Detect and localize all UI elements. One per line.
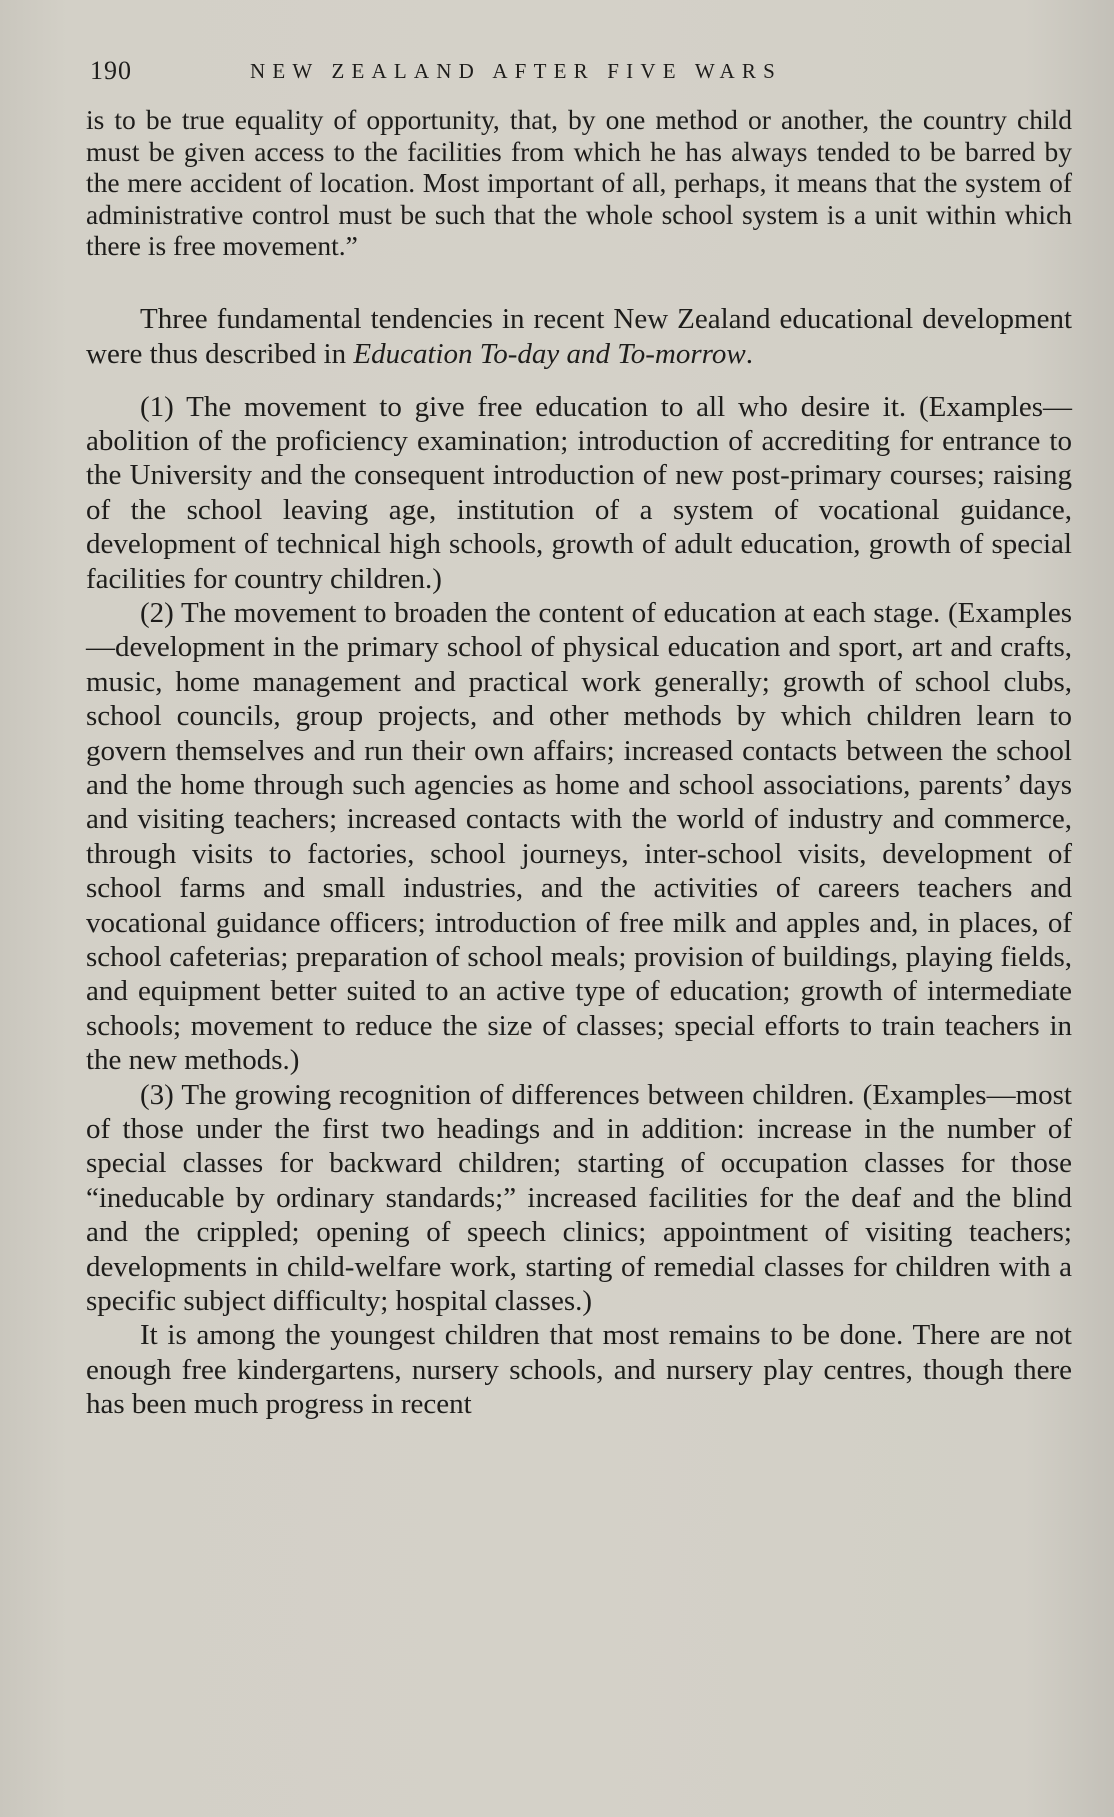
quote-continuation-paragraph: is to be true equality of opportunity, that, by one method or another, the country child must be given access to the facilities from which he has always tended to be barred by the mere accident of location. Most important of all, perhaps, it means that the system of administrative control must be such that the whole school system is a unit within which there is free movement.” bbox=[86, 104, 1072, 261]
publication-title: Education To-day and To-morrow bbox=[353, 337, 746, 370]
list-item-text: The movement to broaden the content of education at each stage. (Examples—development in the primary school of physical education and sport, art and crafts, music, home management and practical work generally; growth of school clubs, school councils, group projects, and other methods by which children learn to govern themselves and run their own affairs; increased contacts between the school and the home through such agencies as home and school associations, parents’ days and visiting teachers; increased contacts with the world of industry and commerce, through visits to factories, school journeys, inter-school visits, development of school farms and small industries, and the activities of careers teachers and vocational guidance officers; introduction of free milk and apples and, in places, of school cafeterias; preparation of school meals; provision of buildings, playing fields, and equipment better suited to an active type of education; growth of intermediate schools; movement to reduce the size of classes; special efforts to train teachers in the new methods.) bbox=[86, 596, 1072, 1077]
tendencies-list bbox=[86, 390, 1072, 1422]
running-head bbox=[90, 56, 920, 86]
list-item bbox=[86, 390, 1072, 596]
list-item bbox=[86, 596, 1072, 1078]
list-item bbox=[86, 1078, 1072, 1319]
list-item-text: The movement to give free education to all who desire it. (Examples—abolition of the proficiency examination; introduction of accrediting for entrance to the University and the consequent introduction of new post-primary courses; raising of the school leaving age, institution of a system of vocational guidance, development of technical high schools, growth of adult education, growth of special facilities for country children.) bbox=[86, 390, 1072, 595]
list-item-number: (2) bbox=[140, 596, 174, 629]
intro-text-before: Three fundamental tendencies in recent New Zealand educational development were thus described in bbox=[86, 302, 1072, 370]
closing-paragraph: It is among the youngest children that most remains to be done. There are not enough free kindergartens, nursery schools, and nursery play centres, though there has been much progress in recent bbox=[86, 1319, 1072, 1421]
intro-text-after: . bbox=[745, 337, 753, 370]
list-item-number: (1) bbox=[140, 390, 174, 423]
list-item-text: The growing recognition of differences between children. (Examples—most of those under the first two headings and in addition: increase in the number of special classes for backward children; starting of occupation classes for those “ineducable by ordinary standards;” increased facilities for the deaf and the blind and the crippled; opening of speech clinics; appointment of visiting teachers; developments in child-welfare work, starting of remedial classes for children with a specific subject difficulty; hospital classes.) bbox=[86, 1078, 1072, 1318]
list-item-number: (3) bbox=[140, 1078, 174, 1111]
body-text bbox=[86, 104, 1072, 1422]
intro-paragraph bbox=[86, 302, 1072, 372]
book-title: NEW ZEALAND AFTER FIVE WARS bbox=[250, 59, 782, 83]
page-number: 190 bbox=[90, 56, 132, 85]
